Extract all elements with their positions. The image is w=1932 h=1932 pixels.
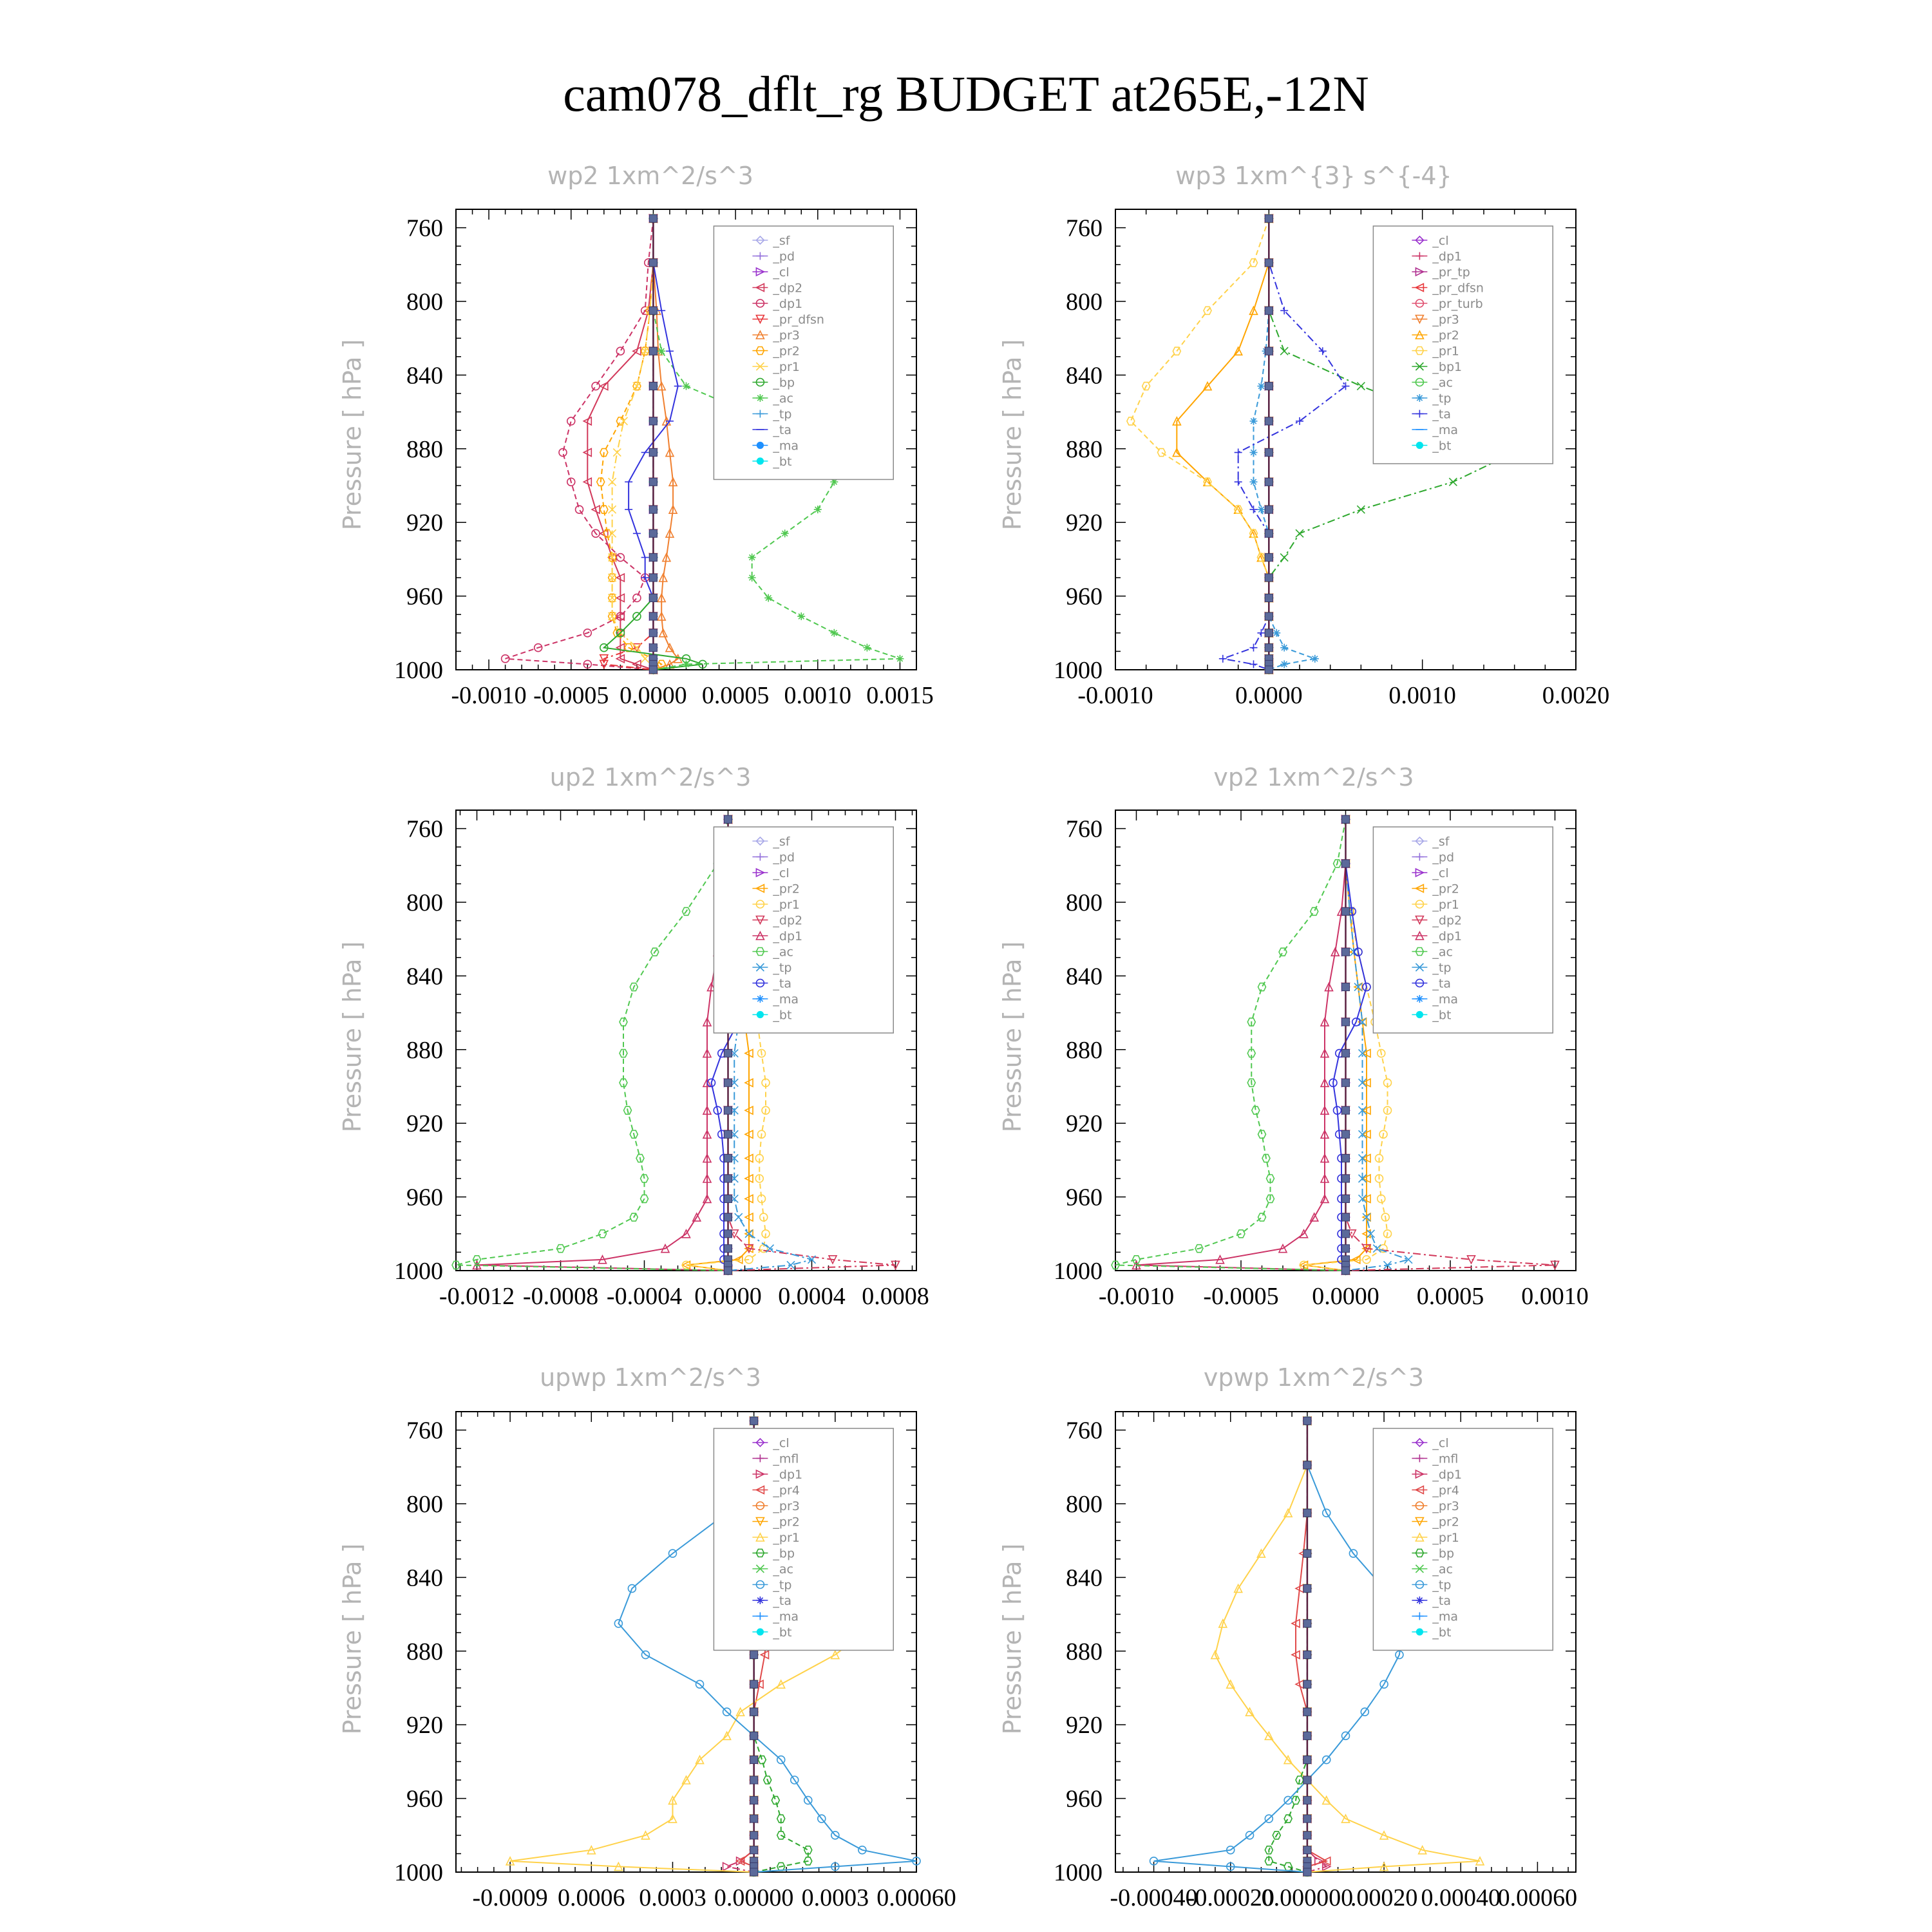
x-tick-label: 0.0003 — [801, 1884, 869, 1911]
level-marker — [649, 449, 657, 457]
y-tick-label: 1000 — [1054, 657, 1103, 684]
level-marker — [649, 307, 657, 314]
level-marker — [1342, 1213, 1350, 1221]
data-point — [896, 655, 904, 663]
level-marker — [649, 629, 657, 637]
level-marker — [1265, 666, 1273, 674]
level-marker — [1342, 1175, 1350, 1182]
legend-label: _ta — [773, 976, 791, 991]
y-tick-label: 960 — [406, 583, 443, 611]
legend-label: _pr_dfsn — [1432, 281, 1484, 296]
level-marker — [649, 666, 657, 674]
legend-label: _ac — [773, 1562, 793, 1577]
panel-title: upwp 1xm^2/s^3 — [540, 1363, 761, 1392]
legend-marker — [757, 442, 764, 449]
x-tick-label: 0.0003 — [639, 1884, 706, 1911]
level-marker — [1303, 1417, 1311, 1425]
level-marker — [1342, 1018, 1350, 1026]
level-marker — [1303, 1680, 1311, 1688]
legend-marker — [1417, 1012, 1423, 1018]
level-marker — [750, 1832, 758, 1839]
legend-label: _pr1 — [1432, 344, 1459, 359]
legend-label: _ma — [1432, 1609, 1459, 1624]
y-tick-label: 1000 — [394, 1859, 443, 1886]
legend-box — [714, 1428, 893, 1651]
data-point — [1280, 644, 1288, 652]
legend-label: _pr2 — [1432, 328, 1459, 343]
level-marker — [1303, 1815, 1311, 1823]
y-tick-label: 840 — [406, 362, 443, 390]
y-tick-label: 920 — [1066, 1110, 1103, 1138]
legend-label: _bt — [1432, 1625, 1452, 1640]
level-marker — [1342, 1130, 1350, 1138]
level-marker — [1342, 1245, 1350, 1253]
y-tick-label: 800 — [406, 889, 443, 916]
x-tick-label: 0.0000 — [694, 1283, 762, 1310]
y-tick-label: 880 — [1066, 1638, 1103, 1665]
data-point — [1311, 655, 1319, 663]
y-tick-label: 960 — [1066, 1785, 1103, 1813]
level-marker — [724, 1130, 732, 1138]
x-tick-label: 0.0000 — [620, 682, 687, 709]
legend-label: _mfl — [1432, 1452, 1459, 1466]
y-tick-label: 920 — [1066, 509, 1103, 537]
y-tick-label: 760 — [406, 815, 443, 843]
legend-label: _ta — [1432, 407, 1451, 422]
y-tick-label: 760 — [1066, 1417, 1103, 1444]
legend-label: _pr_turb — [1432, 297, 1483, 311]
legend-label: _ac — [773, 392, 793, 406]
legend-label: _tp — [1432, 1578, 1452, 1593]
legend-marker — [757, 1629, 764, 1635]
y-tick-label: 880 — [1066, 1036, 1103, 1064]
data-point — [683, 660, 690, 668]
x-tick-label: 0.0000 — [1235, 682, 1303, 709]
legend-box — [1373, 226, 1553, 464]
legend-label: _pd — [1432, 850, 1455, 865]
data-point — [781, 529, 789, 537]
legend-label: _mfl — [773, 1452, 799, 1466]
x-tick-label: -0.0009 — [472, 1884, 548, 1911]
y-tick-label: 1000 — [1054, 1258, 1103, 1285]
x-tick-label: 0.000000 — [1261, 1884, 1354, 1911]
y-tick-label: 840 — [406, 963, 443, 990]
level-marker — [649, 383, 657, 390]
level-marker — [649, 574, 657, 582]
y-tick-label: 920 — [1066, 1712, 1103, 1739]
y-tick-label: 800 — [1066, 289, 1103, 316]
x-tick-label: 0.0008 — [862, 1283, 929, 1310]
level-marker — [724, 1213, 732, 1221]
legend-marker — [757, 1012, 764, 1018]
legend-label: _tp — [1432, 392, 1452, 406]
legend-label: _sf — [773, 835, 790, 849]
level-marker — [1303, 1776, 1311, 1784]
level-marker — [1303, 1620, 1311, 1627]
legend-label: _ma — [773, 1609, 799, 1624]
legend-label: _pr2 — [773, 1515, 800, 1530]
legend-label: _cl — [1432, 1436, 1449, 1450]
legend-label: _pd — [773, 850, 795, 865]
data-point — [1257, 383, 1265, 390]
legend-label: _tp — [773, 961, 792, 975]
data-point — [1273, 629, 1280, 637]
y-tick-label: 760 — [1066, 815, 1103, 843]
legend-label: _sf — [1432, 835, 1450, 849]
x-tick-label: -0.0005 — [1203, 1283, 1279, 1310]
y-axis-label: Pressure [ hPa ] — [338, 1543, 366, 1735]
y-tick-label: 760 — [406, 214, 443, 242]
x-tick-label: -0.00020 — [1186, 1884, 1274, 1911]
legend-label: _ta — [1432, 976, 1451, 991]
y-tick-label: 1000 — [394, 657, 443, 684]
legend-label: _bp — [773, 1546, 795, 1561]
data-point — [830, 629, 838, 637]
level-marker — [724, 1245, 732, 1253]
legend-label: _ta — [773, 1594, 791, 1608]
level-marker — [1265, 307, 1273, 314]
legend-label: _dp1 — [773, 929, 803, 943]
level-marker — [649, 529, 657, 537]
x-tick-label: 0.00040 — [1421, 1884, 1501, 1911]
level-marker — [649, 478, 657, 486]
legend-label: _pr_dfsn — [773, 312, 824, 327]
level-marker — [1265, 383, 1273, 390]
y-axis-label: Pressure [ hPa ] — [998, 941, 1027, 1133]
level-marker — [1342, 1195, 1350, 1202]
y-tick-label: 960 — [1066, 583, 1103, 611]
level-marker — [1265, 574, 1273, 582]
level-marker — [750, 1680, 758, 1688]
level-marker — [750, 1732, 758, 1739]
x-tick-label: 0.0010 — [784, 682, 852, 709]
x-tick-label: -0.0012 — [439, 1283, 515, 1310]
legend-label: _dp2 — [1432, 913, 1463, 928]
level-marker — [649, 612, 657, 620]
level-marker — [1342, 1155, 1350, 1162]
legend-label: _ma — [773, 439, 799, 453]
legend-label: _pr1 — [1432, 898, 1459, 912]
y-tick-label: 840 — [1066, 963, 1103, 990]
data-point — [748, 574, 756, 582]
legend-label: _sf — [773, 234, 790, 248]
level-marker — [1265, 214, 1273, 222]
data-point — [1257, 506, 1265, 513]
legend-label: _ma — [1432, 423, 1459, 437]
level-marker — [750, 1868, 758, 1876]
legend-label: _bp — [773, 375, 795, 390]
level-marker — [1303, 1732, 1311, 1739]
legend-label: _pr2 — [1432, 882, 1459, 896]
legend-box — [1373, 1428, 1553, 1651]
y-tick-label: 840 — [1066, 1564, 1103, 1592]
legend-marker — [1416, 995, 1423, 1003]
legend-label: _pr1 — [1432, 1531, 1459, 1545]
x-tick-label: 0.0005 — [1416, 1283, 1484, 1310]
level-marker — [1265, 478, 1273, 486]
level-marker — [1303, 1756, 1311, 1764]
level-marker — [1342, 948, 1350, 956]
x-tick-label: -0.0010 — [1077, 682, 1153, 709]
level-marker — [649, 506, 657, 513]
legend-label: _cl — [773, 1436, 790, 1450]
level-marker — [1265, 259, 1273, 267]
x-tick-label: 0.00000 — [714, 1884, 794, 1911]
level-marker — [1265, 644, 1273, 652]
level-marker — [1342, 1267, 1350, 1274]
y-axis-label: Pressure [ hPa ] — [998, 339, 1027, 531]
level-marker — [750, 1776, 758, 1784]
level-marker — [724, 1079, 732, 1086]
level-marker — [1303, 1846, 1311, 1854]
level-marker — [750, 1708, 758, 1716]
y-tick-label: 800 — [406, 289, 443, 316]
level-marker — [750, 1417, 758, 1425]
level-marker — [1303, 1796, 1311, 1804]
level-marker — [724, 1155, 732, 1162]
level-marker — [750, 1756, 758, 1764]
level-marker — [1342, 1079, 1350, 1086]
y-tick-label: 960 — [406, 1184, 443, 1211]
level-marker — [1265, 417, 1273, 425]
x-tick-label: 0.0020 — [1542, 682, 1610, 709]
y-tick-label: 800 — [406, 1491, 443, 1518]
y-tick-label: 880 — [406, 1036, 443, 1064]
y-tick-label: 1000 — [1054, 1859, 1103, 1886]
level-marker — [1265, 594, 1273, 601]
level-marker — [1303, 1832, 1311, 1839]
y-tick-label: 1000 — [394, 1258, 443, 1285]
panel-title: wp3 1xm^{3} s^{-4} — [1175, 162, 1452, 190]
legend-label: _pr3 — [1432, 312, 1459, 327]
level-marker — [1265, 449, 1273, 457]
legend-label: _ta — [773, 423, 791, 437]
x-tick-label: -0.0010 — [451, 682, 527, 709]
y-tick-label: 880 — [1066, 435, 1103, 463]
legend-label: _pr2 — [1432, 1515, 1459, 1530]
data-point — [814, 506, 822, 513]
x-tick-label: .00020 — [1350, 1884, 1418, 1911]
level-marker — [1303, 1461, 1311, 1469]
legend-label: _pr_tp — [1432, 265, 1470, 279]
level-marker — [1303, 1585, 1311, 1593]
y-tick-label: 880 — [406, 1638, 443, 1665]
legend-label: _tp — [1432, 961, 1452, 975]
x-tick-label: 0.00060 — [1497, 1884, 1578, 1911]
legend-marker — [1417, 442, 1423, 449]
level-marker — [1303, 1708, 1311, 1716]
level-marker — [750, 1815, 758, 1823]
legend-marker — [756, 995, 764, 1003]
legend-label: _pr1 — [773, 360, 800, 374]
level-marker — [1342, 1050, 1350, 1057]
x-tick-label: 0.0010 — [1521, 1283, 1589, 1310]
data-point — [1280, 660, 1288, 668]
x-tick-label: 0.0004 — [778, 1283, 846, 1310]
data-point — [683, 383, 690, 390]
level-marker — [1265, 529, 1273, 537]
legend-label: _bt — [773, 1625, 792, 1640]
level-marker — [1303, 1549, 1311, 1557]
panel-title: wp2 1xm^2/s^3 — [547, 162, 753, 190]
level-marker — [1342, 860, 1350, 867]
level-marker — [1265, 347, 1273, 355]
x-tick-label: -0.0005 — [533, 682, 609, 709]
y-tick-label: 840 — [406, 1564, 443, 1592]
legend-label: _ma — [1432, 992, 1459, 1007]
level-marker — [1303, 1509, 1311, 1517]
legend-label: _pr1 — [773, 898, 800, 912]
legend-label: _dp1 — [773, 1468, 803, 1482]
level-marker — [1265, 506, 1273, 513]
level-marker — [724, 1195, 732, 1202]
legend-label: _dp2 — [773, 281, 803, 296]
level-marker — [1342, 1230, 1350, 1238]
level-marker — [1265, 629, 1273, 637]
level-marker — [1342, 983, 1350, 991]
x-tick-label: 0.0015 — [866, 682, 934, 709]
level-marker — [724, 1175, 732, 1182]
level-marker — [1342, 815, 1350, 823]
data-point — [797, 612, 805, 620]
legend-label: _cl — [773, 265, 790, 279]
legend-label: _tp — [773, 407, 792, 422]
level-marker — [1265, 612, 1273, 620]
legend-label: _dp2 — [773, 913, 803, 928]
y-tick-label: 920 — [406, 509, 443, 537]
level-marker — [649, 554, 657, 562]
level-marker — [649, 347, 657, 355]
legend-marker — [756, 1596, 764, 1604]
level-marker — [1303, 1651, 1311, 1659]
legend-label: _pr3 — [773, 1499, 800, 1513]
legend-label: _bt — [773, 1008, 792, 1023]
legend-marker — [756, 394, 764, 402]
legend-label: _dp1 — [1432, 1468, 1463, 1482]
level-marker — [724, 1106, 732, 1114]
level-marker — [1303, 1868, 1311, 1876]
legend-label: _pr4 — [773, 1483, 800, 1498]
legend-label: _ac — [773, 945, 793, 960]
level-marker — [1342, 907, 1350, 915]
level-marker — [724, 1230, 732, 1238]
level-marker — [1342, 1106, 1350, 1114]
level-marker — [750, 1651, 758, 1659]
y-tick-label: 960 — [406, 1785, 443, 1813]
level-marker — [649, 644, 657, 652]
x-tick-label: 0.00060 — [876, 1884, 956, 1911]
legend-label: _ac — [1432, 945, 1453, 960]
legend-label: _bt — [1432, 1008, 1452, 1023]
legend-label: _cl — [1432, 234, 1449, 248]
level-marker — [750, 1796, 758, 1804]
figure-title: cam078_dflt_rg BUDGET at265E,-12N — [563, 66, 1369, 122]
level-marker — [724, 1050, 732, 1057]
y-tick-label: 960 — [1066, 1184, 1103, 1211]
legend-label: _pr3 — [1432, 1499, 1459, 1513]
legend-label: _bt — [773, 455, 792, 469]
y-tick-label: 800 — [1066, 889, 1103, 916]
panel-title: up2 1xm^2/s^3 — [549, 763, 752, 791]
legend-label: _cl — [1432, 866, 1449, 880]
y-tick-label: 880 — [406, 435, 443, 463]
legend-marker — [1417, 1629, 1423, 1635]
legend-marker — [1416, 394, 1423, 402]
level-marker — [1265, 554, 1273, 562]
level-marker — [724, 815, 732, 823]
legend-label: _ma — [773, 992, 799, 1007]
level-marker — [649, 417, 657, 425]
legend-label: _pr2 — [773, 344, 800, 359]
y-tick-label: 760 — [406, 1417, 443, 1444]
y-axis-label: Pressure [ hPa ] — [338, 339, 366, 531]
legend-marker — [1416, 1596, 1423, 1604]
legend-label: _bp — [1432, 1546, 1455, 1561]
y-axis-label: Pressure [ hPa ] — [338, 941, 366, 1133]
legend-label: _ac — [1432, 1562, 1453, 1577]
legend-label: _cl — [773, 866, 790, 880]
legend-label: _dp1 — [1432, 249, 1463, 264]
level-marker — [750, 1846, 758, 1854]
x-tick-label: 0.0005 — [701, 682, 770, 709]
y-axis-label: Pressure [ hPa ] — [998, 1543, 1027, 1735]
x-tick-label: -0.00040 — [1110, 1884, 1198, 1911]
legend-label: _ac — [1432, 375, 1453, 390]
legend-box — [714, 827, 893, 1033]
level-marker — [649, 259, 657, 267]
level-marker — [724, 1267, 732, 1274]
level-marker — [649, 214, 657, 222]
panel-title: vpwp 1xm^2/s^3 — [1203, 1363, 1425, 1392]
y-tick-label: 760 — [1066, 214, 1103, 242]
legend-label: _ta — [1432, 1594, 1451, 1608]
legend-box — [714, 226, 893, 480]
x-tick-label: -0.0004 — [606, 1283, 683, 1310]
x-tick-label: 0.0000 — [1312, 1283, 1379, 1310]
data-point — [863, 644, 871, 652]
legend-label: _pr1 — [773, 1531, 800, 1545]
legend-box — [1373, 827, 1553, 1033]
legend-label: _pd — [773, 249, 795, 264]
legend-label: _pr3 — [773, 328, 800, 343]
legend-label: _pr4 — [1432, 1483, 1459, 1498]
legend-label: _bp1 — [1432, 360, 1463, 374]
legend-label: _tp — [773, 1578, 792, 1593]
legend-label: _bt — [1432, 439, 1452, 453]
level-marker — [649, 594, 657, 601]
x-tick-label: -0.0010 — [1098, 1283, 1175, 1310]
panel-title: vp2 1xm^2/s^3 — [1213, 763, 1414, 791]
x-tick-label: 0.0006 — [558, 1884, 625, 1911]
legend-label: _dp1 — [1432, 929, 1463, 943]
y-tick-label: 920 — [406, 1712, 443, 1739]
y-tick-label: 920 — [406, 1110, 443, 1138]
x-tick-label: -0.0008 — [522, 1283, 599, 1310]
x-tick-label: 0.0010 — [1388, 682, 1456, 709]
legend-label: _pr2 — [773, 882, 800, 896]
y-tick-label: 800 — [1066, 1491, 1103, 1518]
legend-marker — [757, 458, 764, 464]
legend-label: _dp1 — [773, 297, 803, 311]
y-tick-label: 840 — [1066, 362, 1103, 390]
